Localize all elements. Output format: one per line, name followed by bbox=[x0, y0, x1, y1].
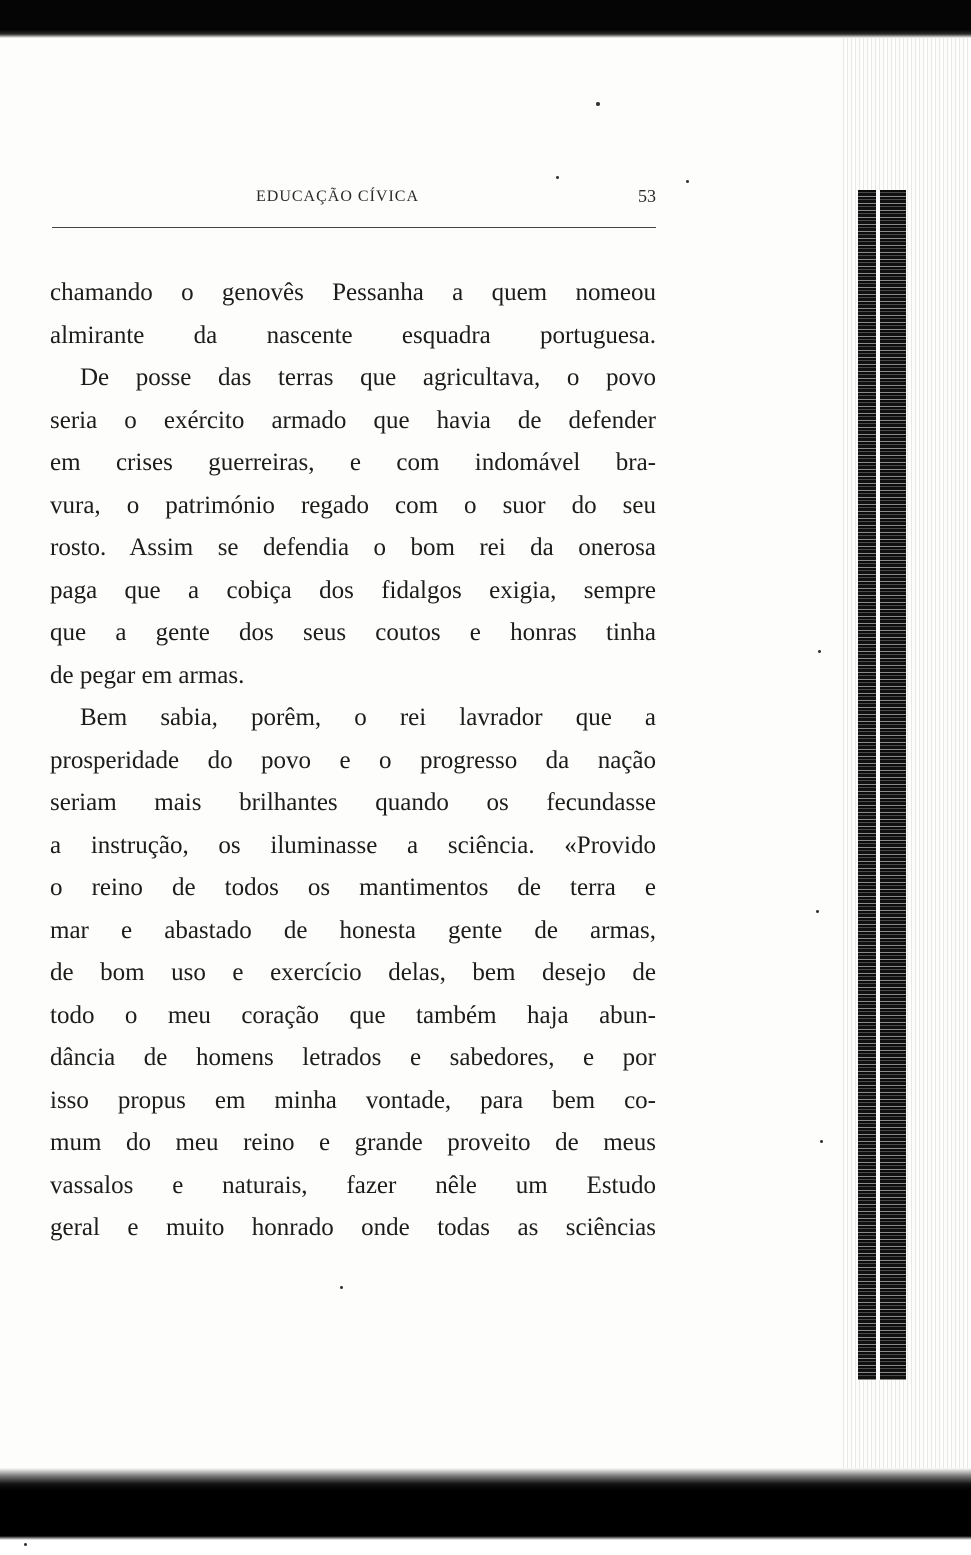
header-rule bbox=[52, 227, 656, 228]
text-line: Bem sabia, porêm, o rei lavrador que a bbox=[80, 704, 656, 731]
text-line: dância de homens letrados e sabedores, e por bbox=[50, 1044, 656, 1071]
text-line: de bom uso e exercício delas, bem desejo de bbox=[50, 959, 656, 986]
text-line: o reino de todos os mantimentos de terra e bbox=[50, 874, 656, 901]
text-line: de pegar em armas. bbox=[50, 661, 245, 689]
text-line: almirante da nascente esquadra portuguesa. bbox=[50, 321, 656, 349]
running-header-title: EDUCAÇÃO CÍVICA bbox=[256, 188, 419, 205]
text-line: mum do meu reino e grande proveito de meus bbox=[50, 1129, 656, 1156]
text-line: vura, o património regado com o suor do seu bbox=[50, 491, 656, 519]
body-text bbox=[50, 272, 656, 1250]
scan-top-edge bbox=[0, 0, 971, 38]
text-line: a instrução, os iluminasse a sciência. «Provido bbox=[50, 831, 656, 859]
text-line: todo o meu coração que também haja abun- bbox=[50, 1001, 656, 1029]
book-page-edge-gap bbox=[876, 190, 880, 1380]
text-line: prosperidade do povo e o progresso da nação bbox=[50, 746, 656, 774]
text-line: seriam mais brilhantes quando os fecundasse bbox=[50, 789, 656, 816]
text-line: rosto. Assim se defendia o bom rei da onerosa bbox=[50, 534, 656, 561]
text-line: mar e abastado de honesta gente de armas, bbox=[50, 916, 656, 944]
scan-speck bbox=[596, 102, 600, 106]
text-line: geral e muito honrado onde todas as sciências bbox=[50, 1214, 656, 1241]
scan-bottom-edge bbox=[0, 1468, 971, 1555]
book-page-edge bbox=[858, 190, 906, 1380]
text-line: vassalos e naturais, fazer nêle um Estudo bbox=[50, 1171, 656, 1199]
scan-speck bbox=[686, 180, 689, 183]
scan-speck bbox=[818, 650, 821, 653]
running-header bbox=[52, 186, 656, 214]
text-line: chamando o genovês Pessanha a quem nomeou bbox=[50, 279, 656, 306]
scan-speck bbox=[820, 1140, 823, 1143]
text-line: De posse das terras que agricultava, o povo bbox=[80, 364, 656, 391]
text-line: que a gente dos seus coutos e honras tinha bbox=[50, 619, 656, 646]
text-line: isso propus em minha vontade, para bem co- bbox=[50, 1086, 656, 1114]
text-line: paga que a cobiça dos fidalgos exigia, sempre bbox=[50, 576, 656, 604]
text-line: em crises guerreiras, e com indomável bra- bbox=[50, 449, 656, 476]
scan-speck bbox=[24, 1543, 27, 1546]
text-line: seria o exército armado que havia de defender bbox=[50, 406, 656, 434]
page-number: 53 bbox=[638, 186, 656, 206]
scan-speck bbox=[340, 1286, 343, 1289]
scan-speck bbox=[816, 910, 819, 913]
scan-speck bbox=[556, 176, 559, 179]
